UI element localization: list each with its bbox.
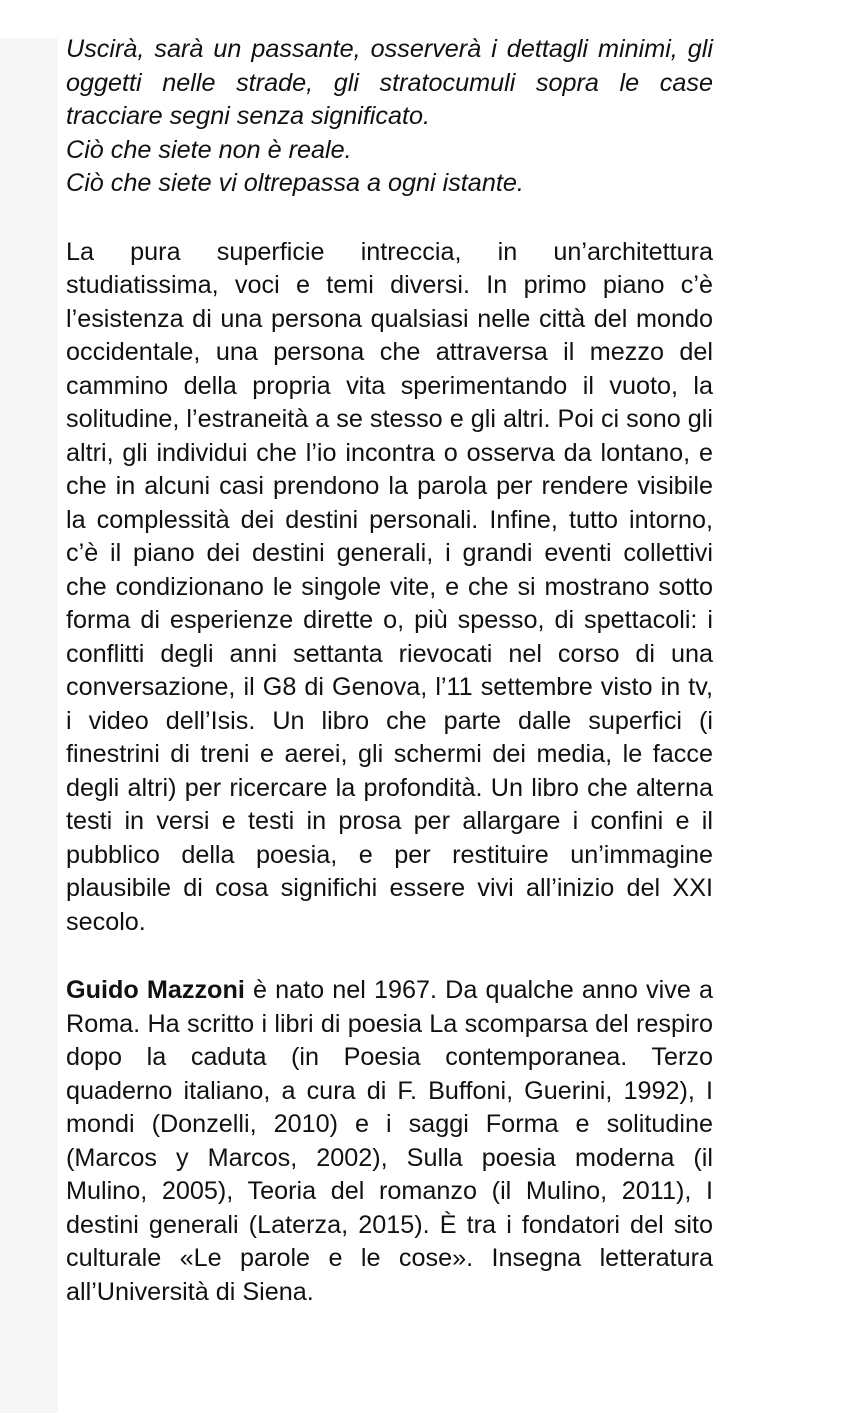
author-bio	[66, 974, 713, 1309]
paragraph-gap	[66, 939, 713, 974]
paragraph-gap	[66, 201, 713, 236]
quote-line-3: Ciò che siete vi oltrepassa a ogni istante.	[66, 169, 524, 197]
quote-line-1: Uscirà, sarà un passante, osserverà i dettagli minimi, gli oggetti nelle strade, gli stratocumuli sopra le case tracciare segni senza significato.	[66, 35, 713, 130]
quote-line-2: Ciò che siete non è reale.	[66, 135, 352, 164]
epigraph-quote	[66, 33, 713, 201]
author-bio-text: è nato nel 1967. Da qualche anno vive a Roma. Ha scritto i libri di poesia La scomparsa del respiro dopo la caduta (in Poesia contemporanea. Terzo quaderno italiano, a cura di F. Buffoni, Guerini, 1992), I mondi (Donzelli, 2010) e i saggi Forma e solitudine (Marcos y Marcos, 2002), Sulla poesia moderna (il Mulino, 2005), Teoria del romanzo (il Mulino, 2011), I destini generali (Laterza, 2015). È tra i fondatori del sito culturale «Le parole e le cose». Insegna letteratura all’Università di Siena.	[66, 976, 713, 1306]
book-description: La pura superficie intreccia, in un’architettura studiatissima, voci e temi diversi. In primo piano c’è l’esistenza di una persona qualsiasi nelle città del mondo occidentale, una persona che attraversa il mezzo del cammino della propria vita sperimentando il vuoto, la solitudine, l’estraneità a se stesso e gli altri. Poi ci sono gli altri, gli individui che l’io incontra o osserva da lontano, e che in alcuni casi prendono la parola per rendere visibile la complessità dei destini personali. Infine, tutto intorno, c’è il piano dei destini generali, i grandi eventi collettivi che condizionano le singole vite, e che si mostrano sotto forma di esperienze dirette o, più spesso, di spettacoli: i conflitti degli anni settanta rievocati nel corso di una conversazione, il G8 di Genova, l’11 settembre visto in tv, i video dell’Isis. Un libro che parte dalle superfici (i finestrini di treni e aerei, gli schermi dei media, le facce degli altri) per ricercare la profondità. Un libro che alterna testi in versi e testi in prosa per allargare i confini e il pubblico della poesia, e per restituire un’immagine plausibile di cosa significhi essere vivi all’inizio del XXI secolo.	[66, 237, 713, 936]
author-name: Guido Mazzoni	[66, 976, 245, 1004]
left-margin-band	[0, 38, 58, 1413]
book-back-cover-text	[66, 33, 713, 1309]
